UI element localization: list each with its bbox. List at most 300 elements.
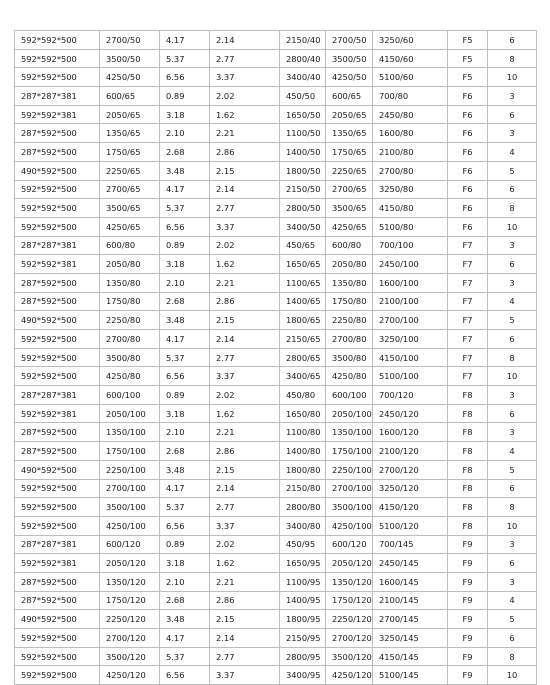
low-flow-cell: 450/80: [280, 386, 326, 405]
velocity-cell: 2.77: [210, 348, 280, 367]
area-cell: 3.18: [160, 105, 210, 124]
flow-cell: 600/65: [100, 87, 160, 106]
area-cell: 3.18: [160, 255, 210, 274]
mid-flow-cell: 1750/100: [326, 442, 373, 461]
low-flow-cell: 1650/95: [280, 554, 326, 573]
velocity-cell: 2.02: [210, 87, 280, 106]
grade-cell: F7: [448, 330, 488, 349]
area-cell: 2.10: [160, 572, 210, 591]
size-cell: 592*592*500: [15, 629, 100, 648]
velocity-cell: 2.15: [210, 311, 280, 330]
mid-flow-cell: 600/65: [326, 87, 373, 106]
area-cell: 0.89: [160, 535, 210, 554]
mid-flow-cell: 3500/120: [326, 647, 373, 666]
velocity-cell: 2.14: [210, 330, 280, 349]
pocket-count-cell: 10: [488, 367, 537, 386]
flow-cell: 4250/65: [100, 217, 160, 236]
pocket-count-cell: 4: [488, 591, 537, 610]
low-flow-cell: 1100/50: [280, 124, 326, 143]
mid-flow-cell: 2050/65: [326, 105, 373, 124]
size-cell: 287*592*500: [15, 572, 100, 591]
pocket-count-cell: 6: [488, 629, 537, 648]
flow-cell: 2050/120: [100, 554, 160, 573]
low-flow-cell: 2800/80: [280, 498, 326, 517]
table-row: [15, 554, 537, 573]
pocket-count-cell: 8: [488, 498, 537, 517]
table-row: [15, 367, 537, 386]
grade-cell: F5: [448, 31, 488, 50]
area-cell: 5.37: [160, 647, 210, 666]
low-flow-cell: 2150/95: [280, 629, 326, 648]
velocity-cell: 1.62: [210, 404, 280, 423]
flow-cell: 4250/120: [100, 666, 160, 685]
high-flow-cell: 700/120: [373, 386, 448, 405]
mid-flow-cell: 2250/120: [326, 610, 373, 629]
velocity-cell: 3.37: [210, 367, 280, 386]
table-row: [15, 273, 537, 292]
velocity-cell: 1.62: [210, 255, 280, 274]
area-cell: 2.68: [160, 591, 210, 610]
pocket-count-cell: 4: [488, 143, 537, 162]
pocket-count-cell: 10: [488, 68, 537, 87]
table-row: [15, 386, 537, 405]
pocket-count-cell: 8: [488, 199, 537, 218]
low-flow-cell: 3400/65: [280, 367, 326, 386]
size-cell: 490*592*500: [15, 610, 100, 629]
area-cell: 5.37: [160, 199, 210, 218]
flow-cell: 3500/65: [100, 199, 160, 218]
velocity-cell: 2.21: [210, 423, 280, 442]
high-flow-cell: 3250/60: [373, 31, 448, 50]
pocket-count-cell: 6: [488, 105, 537, 124]
velocity-cell: 2.86: [210, 442, 280, 461]
pocket-count-cell: 6: [488, 479, 537, 498]
low-flow-cell: 1650/80: [280, 404, 326, 423]
grade-cell: F8: [448, 460, 488, 479]
velocity-cell: 2.21: [210, 273, 280, 292]
table-row: [15, 124, 537, 143]
flow-cell: 1350/80: [100, 273, 160, 292]
grade-cell: F7: [448, 255, 488, 274]
flow-cell: 2700/65: [100, 180, 160, 199]
area-cell: 0.89: [160, 386, 210, 405]
table-row: [15, 180, 537, 199]
grade-cell: F6: [448, 199, 488, 218]
velocity-cell: 3.37: [210, 666, 280, 685]
size-cell: 592*592*500: [15, 49, 100, 68]
flow-cell: 2250/120: [100, 610, 160, 629]
high-flow-cell: 5100/145: [373, 666, 448, 685]
grade-cell: F8: [448, 479, 488, 498]
high-flow-cell: 2700/120: [373, 460, 448, 479]
table-row: [15, 516, 537, 535]
area-cell: 3.18: [160, 554, 210, 573]
grade-cell: F9: [448, 666, 488, 685]
table-row: [15, 68, 537, 87]
velocity-cell: 2.86: [210, 143, 280, 162]
low-flow-cell: 1100/80: [280, 423, 326, 442]
size-cell: 287*287*381: [15, 236, 100, 255]
flow-cell: 600/100: [100, 386, 160, 405]
pocket-count-cell: 3: [488, 535, 537, 554]
pocket-count-cell: 6: [488, 180, 537, 199]
size-cell: 287*287*381: [15, 386, 100, 405]
pocket-count-cell: 10: [488, 516, 537, 535]
table-row: [15, 498, 537, 517]
area-cell: 2.68: [160, 143, 210, 162]
table-row: [15, 629, 537, 648]
velocity-cell: 1.62: [210, 105, 280, 124]
grade-cell: F7: [448, 367, 488, 386]
size-cell: 287*592*500: [15, 442, 100, 461]
table-row: [15, 311, 537, 330]
table-row: [15, 479, 537, 498]
size-cell: 592*592*500: [15, 180, 100, 199]
flow-cell: 600/80: [100, 236, 160, 255]
mid-flow-cell: 600/100: [326, 386, 373, 405]
area-cell: 3.48: [160, 161, 210, 180]
low-flow-cell: 2150/40: [280, 31, 326, 50]
pocket-count-cell: 6: [488, 404, 537, 423]
mid-flow-cell: 3500/100: [326, 498, 373, 517]
low-flow-cell: 450/50: [280, 87, 326, 106]
mid-flow-cell: 1350/100: [326, 423, 373, 442]
low-flow-cell: 2150/50: [280, 180, 326, 199]
table-row: [15, 161, 537, 180]
grade-cell: F9: [448, 629, 488, 648]
size-cell: 592*592*381: [15, 255, 100, 274]
mid-flow-cell: 4250/50: [326, 68, 373, 87]
flow-cell: 2700/100: [100, 479, 160, 498]
pocket-count-cell: 3: [488, 572, 537, 591]
low-flow-cell: 1400/80: [280, 442, 326, 461]
table-row: [15, 535, 537, 554]
area-cell: 2.10: [160, 273, 210, 292]
mid-flow-cell: 1350/80: [326, 273, 373, 292]
table-row: [15, 591, 537, 610]
velocity-cell: 2.77: [210, 647, 280, 666]
velocity-cell: 2.15: [210, 610, 280, 629]
table-row: [15, 49, 537, 68]
velocity-cell: 2.86: [210, 292, 280, 311]
velocity-cell: 2.77: [210, 49, 280, 68]
area-cell: 4.17: [160, 330, 210, 349]
flow-cell: 4250/100: [100, 516, 160, 535]
high-flow-cell: 2700/145: [373, 610, 448, 629]
grade-cell: F9: [448, 554, 488, 573]
table-row: [15, 610, 537, 629]
flow-cell: 2250/80: [100, 311, 160, 330]
table-row: [15, 666, 537, 685]
grade-cell: F6: [448, 161, 488, 180]
high-flow-cell: 3250/120: [373, 479, 448, 498]
mid-flow-cell: 3500/65: [326, 199, 373, 218]
low-flow-cell: 3400/40: [280, 68, 326, 87]
low-flow-cell: 2800/50: [280, 199, 326, 218]
velocity-cell: 3.37: [210, 217, 280, 236]
high-flow-cell: 2100/100: [373, 292, 448, 311]
size-cell: 592*592*381: [15, 404, 100, 423]
size-cell: 287*592*500: [15, 423, 100, 442]
table-row: [15, 236, 537, 255]
grade-cell: F8: [448, 498, 488, 517]
area-cell: 6.56: [160, 666, 210, 685]
area-cell: 3.48: [160, 311, 210, 330]
grade-cell: F9: [448, 591, 488, 610]
table-row: [15, 647, 537, 666]
high-flow-cell: 2450/120: [373, 404, 448, 423]
flow-cell: 1750/65: [100, 143, 160, 162]
mid-flow-cell: 2050/120: [326, 554, 373, 573]
grade-cell: F9: [448, 572, 488, 591]
pocket-count-cell: 6: [488, 554, 537, 573]
pocket-count-cell: 3: [488, 236, 537, 255]
pocket-count-cell: 5: [488, 161, 537, 180]
flow-cell: 4250/80: [100, 367, 160, 386]
pocket-count-cell: 3: [488, 124, 537, 143]
grade-cell: F8: [448, 423, 488, 442]
table-row: [15, 442, 537, 461]
high-flow-cell: 2100/80: [373, 143, 448, 162]
pocket-count-cell: 6: [488, 31, 537, 50]
low-flow-cell: 450/95: [280, 535, 326, 554]
mid-flow-cell: 3500/80: [326, 348, 373, 367]
area-cell: 6.56: [160, 367, 210, 386]
pocket-count-cell: 10: [488, 666, 537, 685]
mid-flow-cell: 1750/120: [326, 591, 373, 610]
low-flow-cell: 1400/65: [280, 292, 326, 311]
area-cell: 3.48: [160, 610, 210, 629]
size-cell: 592*592*381: [15, 554, 100, 573]
grade-cell: F6: [448, 180, 488, 199]
grade-cell: F8: [448, 516, 488, 535]
mid-flow-cell: 2250/100: [326, 460, 373, 479]
area-cell: 2.68: [160, 442, 210, 461]
velocity-cell: 2.14: [210, 629, 280, 648]
high-flow-cell: 2450/80: [373, 105, 448, 124]
mid-flow-cell: 600/120: [326, 535, 373, 554]
size-cell: 592*592*500: [15, 666, 100, 685]
mid-flow-cell: 4250/65: [326, 217, 373, 236]
mid-flow-cell: 2700/65: [326, 180, 373, 199]
velocity-cell: 2.02: [210, 236, 280, 255]
high-flow-cell: 1600/145: [373, 572, 448, 591]
pocket-count-cell: 5: [488, 460, 537, 479]
pocket-count-cell: 6: [488, 255, 537, 274]
size-cell: 490*592*500: [15, 460, 100, 479]
high-flow-cell: 2700/80: [373, 161, 448, 180]
mid-flow-cell: 1350/120: [326, 572, 373, 591]
velocity-cell: 3.37: [210, 516, 280, 535]
grade-cell: F6: [448, 87, 488, 106]
size-cell: 592*592*500: [15, 31, 100, 50]
flow-cell: 4250/50: [100, 68, 160, 87]
area-cell: 4.17: [160, 180, 210, 199]
size-cell: 592*592*500: [15, 217, 100, 236]
size-cell: 592*592*500: [15, 516, 100, 535]
mid-flow-cell: 2700/120: [326, 629, 373, 648]
high-flow-cell: 2100/120: [373, 442, 448, 461]
velocity-cell: 2.15: [210, 161, 280, 180]
size-cell: 592*592*500: [15, 367, 100, 386]
high-flow-cell: 4150/145: [373, 647, 448, 666]
flow-cell: 2050/80: [100, 255, 160, 274]
flow-cell: 3500/50: [100, 49, 160, 68]
area-cell: 2.10: [160, 124, 210, 143]
area-cell: 6.56: [160, 217, 210, 236]
low-flow-cell: 3400/95: [280, 666, 326, 685]
table-row: [15, 423, 537, 442]
low-flow-cell: 1800/65: [280, 311, 326, 330]
mid-flow-cell: 4250/80: [326, 367, 373, 386]
flow-cell: 3500/80: [100, 348, 160, 367]
table-row: [15, 199, 537, 218]
velocity-cell: 2.14: [210, 479, 280, 498]
flow-cell: 2050/100: [100, 404, 160, 423]
area-cell: 6.56: [160, 516, 210, 535]
flow-cell: 2050/65: [100, 105, 160, 124]
flow-cell: 2700/120: [100, 629, 160, 648]
table-row: [15, 87, 537, 106]
size-cell: 287*592*500: [15, 124, 100, 143]
velocity-cell: 2.02: [210, 535, 280, 554]
mid-flow-cell: 4250/100: [326, 516, 373, 535]
pocket-count-cell: 10: [488, 217, 537, 236]
area-cell: 3.48: [160, 460, 210, 479]
grade-cell: F7: [448, 311, 488, 330]
flow-cell: 1350/120: [100, 572, 160, 591]
grade-cell: F7: [448, 236, 488, 255]
area-cell: 5.37: [160, 498, 210, 517]
pocket-count-cell: 8: [488, 49, 537, 68]
pocket-count-cell: 8: [488, 647, 537, 666]
high-flow-cell: 700/145: [373, 535, 448, 554]
table-row: [15, 105, 537, 124]
area-cell: 6.56: [160, 68, 210, 87]
low-flow-cell: 1800/95: [280, 610, 326, 629]
flow-cell: 2700/50: [100, 31, 160, 50]
high-flow-cell: 3250/100: [373, 330, 448, 349]
mid-flow-cell: 2250/80: [326, 311, 373, 330]
low-flow-cell: 2800/95: [280, 647, 326, 666]
table-row: [15, 460, 537, 479]
pocket-count-cell: 6: [488, 330, 537, 349]
area-cell: 2.10: [160, 423, 210, 442]
grade-cell: F8: [448, 404, 488, 423]
size-cell: 287*287*381: [15, 535, 100, 554]
velocity-cell: 2.14: [210, 31, 280, 50]
area-cell: 2.68: [160, 292, 210, 311]
high-flow-cell: 5100/60: [373, 68, 448, 87]
mid-flow-cell: 3500/50: [326, 49, 373, 68]
table-row: [15, 31, 537, 50]
area-cell: 5.37: [160, 348, 210, 367]
pocket-count-cell: 5: [488, 610, 537, 629]
grade-cell: F7: [448, 292, 488, 311]
flow-cell: 2250/65: [100, 161, 160, 180]
pocket-count-cell: 8: [488, 348, 537, 367]
size-cell: 592*592*500: [15, 498, 100, 517]
grade-cell: F9: [448, 647, 488, 666]
size-cell: 592*592*500: [15, 199, 100, 218]
mid-flow-cell: 2700/50: [326, 31, 373, 50]
grade-cell: F7: [448, 348, 488, 367]
table-row: [15, 143, 537, 162]
low-flow-cell: 3400/50: [280, 217, 326, 236]
high-flow-cell: 4150/60: [373, 49, 448, 68]
grade-cell: F6: [448, 217, 488, 236]
area-cell: 4.17: [160, 629, 210, 648]
pocket-count-cell: 4: [488, 292, 537, 311]
mid-flow-cell: 2050/100: [326, 404, 373, 423]
flow-cell: 3500/100: [100, 498, 160, 517]
grade-cell: F6: [448, 124, 488, 143]
grade-cell: F8: [448, 442, 488, 461]
velocity-cell: 2.21: [210, 124, 280, 143]
grade-cell: F6: [448, 143, 488, 162]
high-flow-cell: 2450/100: [373, 255, 448, 274]
high-flow-cell: 700/100: [373, 236, 448, 255]
high-flow-cell: 1600/80: [373, 124, 448, 143]
area-cell: 0.89: [160, 87, 210, 106]
high-flow-cell: 2450/145: [373, 554, 448, 573]
size-cell: 490*592*500: [15, 311, 100, 330]
size-cell: 287*287*381: [15, 87, 100, 106]
flow-cell: 1350/100: [100, 423, 160, 442]
low-flow-cell: 1650/65: [280, 255, 326, 274]
size-cell: 592*592*500: [15, 68, 100, 87]
mid-flow-cell: 2700/80: [326, 330, 373, 349]
size-cell: 287*592*500: [15, 591, 100, 610]
area-cell: 3.18: [160, 404, 210, 423]
size-cell: 490*592*500: [15, 161, 100, 180]
table-row: [15, 348, 537, 367]
velocity-cell: 2.15: [210, 460, 280, 479]
table-row: [15, 255, 537, 274]
high-flow-cell: 2700/100: [373, 311, 448, 330]
velocity-cell: 2.14: [210, 180, 280, 199]
high-flow-cell: 700/80: [373, 87, 448, 106]
low-flow-cell: 450/65: [280, 236, 326, 255]
flow-cell: 2700/80: [100, 330, 160, 349]
velocity-cell: 2.02: [210, 386, 280, 405]
pocket-count-cell: 5: [488, 311, 537, 330]
size-cell: 287*592*500: [15, 292, 100, 311]
size-cell: 592*592*500: [15, 479, 100, 498]
high-flow-cell: 5100/80: [373, 217, 448, 236]
low-flow-cell: 2150/65: [280, 330, 326, 349]
flow-cell: 600/120: [100, 535, 160, 554]
area-cell: 4.17: [160, 31, 210, 50]
pocket-count-cell: 3: [488, 423, 537, 442]
high-flow-cell: 5100/120: [373, 516, 448, 535]
low-flow-cell: 1100/95: [280, 572, 326, 591]
flow-cell: 1350/65: [100, 124, 160, 143]
size-cell: 287*592*500: [15, 273, 100, 292]
flow-cell: 3500/120: [100, 647, 160, 666]
table-row: [15, 404, 537, 423]
table-row: [15, 330, 537, 349]
high-flow-cell: 5100/100: [373, 367, 448, 386]
mid-flow-cell: 2050/80: [326, 255, 373, 274]
pocket-count-cell: 3: [488, 273, 537, 292]
high-flow-cell: 1600/120: [373, 423, 448, 442]
size-cell: 592*592*381: [15, 105, 100, 124]
high-flow-cell: 3250/145: [373, 629, 448, 648]
grade-cell: F9: [448, 610, 488, 629]
velocity-cell: 3.37: [210, 68, 280, 87]
high-flow-cell: 4150/120: [373, 498, 448, 517]
